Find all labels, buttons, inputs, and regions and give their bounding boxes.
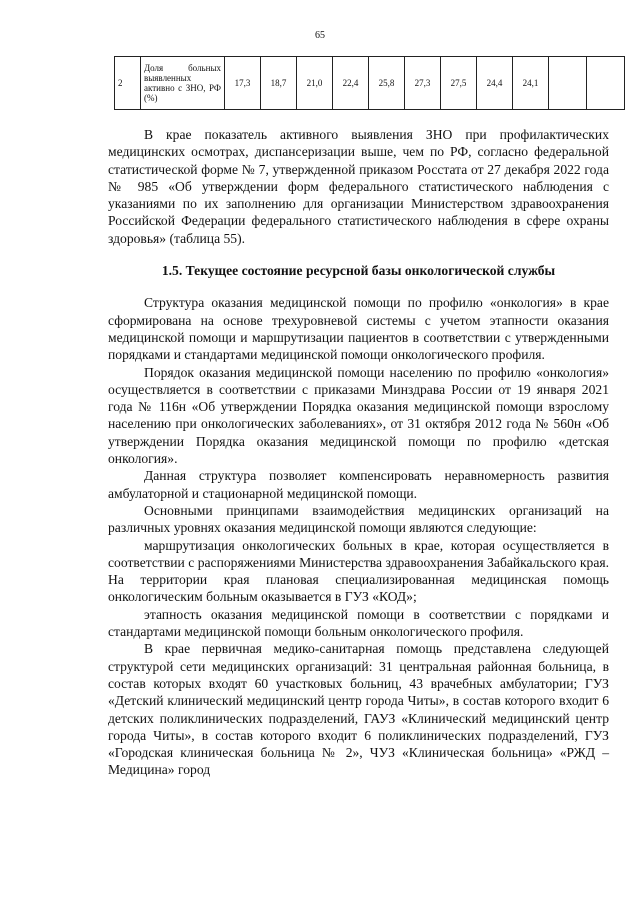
value-cell: 21,0 — [297, 57, 333, 110]
body-text — [108, 126, 609, 779]
value-cell — [549, 57, 587, 110]
list-item: этапность оказания медицинской помощи в соответствии с порядками и стандартами медицинской помощи больным онкологического профиля. — [108, 606, 609, 640]
value-cell: 22,4 — [333, 57, 369, 110]
value-cell: 17,3 — [225, 57, 261, 110]
value-cell: 27,5 — [441, 57, 477, 110]
value-cell: 24,4 — [477, 57, 513, 110]
list-item: маршрутизация онкологических больных в крае, которая осуществляется в соответствии с распоряжениями Министерства здравоохранения Забайкальского края. На территории края плановая специализированная медицинская помощь онкологическим больным оказывается в ГУЗ «КОД»; — [108, 537, 609, 605]
table-row — [115, 57, 625, 110]
page-number: 65 — [315, 30, 325, 41]
section-heading: 1.5. Текущее состояние ресурсной базы онкологической службы — [161, 263, 556, 279]
paragraph: Данная структура позволяет компенсировать неравномерность развития амбулаторной и стационарной медицинской помощи. — [108, 468, 609, 501]
paragraph: Основными принципами взаимодействия медицинских организаций на различных уровнях оказания медицинской помощи являются следующие: — [108, 502, 609, 536]
value-cell: 18,7 — [261, 57, 297, 110]
indicator-table — [114, 56, 625, 110]
paragraph: В крае показатель активного выявления ЗНО при профилактических медицинских осмотрах, диспансеризации выше, чем по РФ, согласно федеральной статистической форме № 7, утвержденной приказом Росстата от 27 декабря 2022 года № 985 «Об утверждении форм федерального статистического наблюдения с указаниями по их заполнению для организации Министерством здравоохранения Российской Федерации федерального статистического наблюдения в сфере охраны здоровья» (таблица 55). — [108, 127, 609, 246]
indicator-name-cell: Доля больных выявленных активно с ЗНО, РФ (%) — [141, 57, 225, 110]
value-cell — [587, 57, 625, 110]
value-cell: 24,1 — [513, 57, 549, 110]
paragraph: В крае первичная медико-санитарная помощь представлена следующей структурой сети медицинских организаций: 31 центральная районная больница, в состав которых входят 60 участковых больниц, 43 врачебных амбулатории; ГУЗ «Детский клинический медицинский центр города Читы», в состав которого входит 6 детских поликлинических подразделений, ГАУЗ «Клинический медицинский центр города Читы», в состав которого входит 6 поликлинических подразделений, ГУЗ «Городская клиническая больница № 2», ЧУЗ «Клиническая больница» «РЖД – Медицина» город — [108, 641, 609, 778]
paragraph: Порядок оказания медицинской помощи населению по профилю «онкология» осуществляется в соответствии с приказами Минздрава России от 19 января 2021 года № 116н «Об утверждении Порядка оказания медицинской помощи взрослому населению при онкологических заболеваниях», от 31 октября 2012 года № 560н «Об утверждении Порядка оказания медицинской помощи по профилю «детская онкология». — [108, 364, 609, 467]
paragraph: Структура оказания медицинской помощи по профилю «онкология» в крае сформирована на основе трехуровневой системы с учетом этапности оказания медицинской помощи и маршрутизации пациентов в соответствии с утвержденными порядками и стандартами медицинской помощи онкологического профиля. — [108, 295, 609, 363]
value-cell: 27,3 — [405, 57, 441, 110]
row-number-cell: 2 — [115, 57, 141, 110]
value-cell: 25,8 — [369, 57, 405, 110]
